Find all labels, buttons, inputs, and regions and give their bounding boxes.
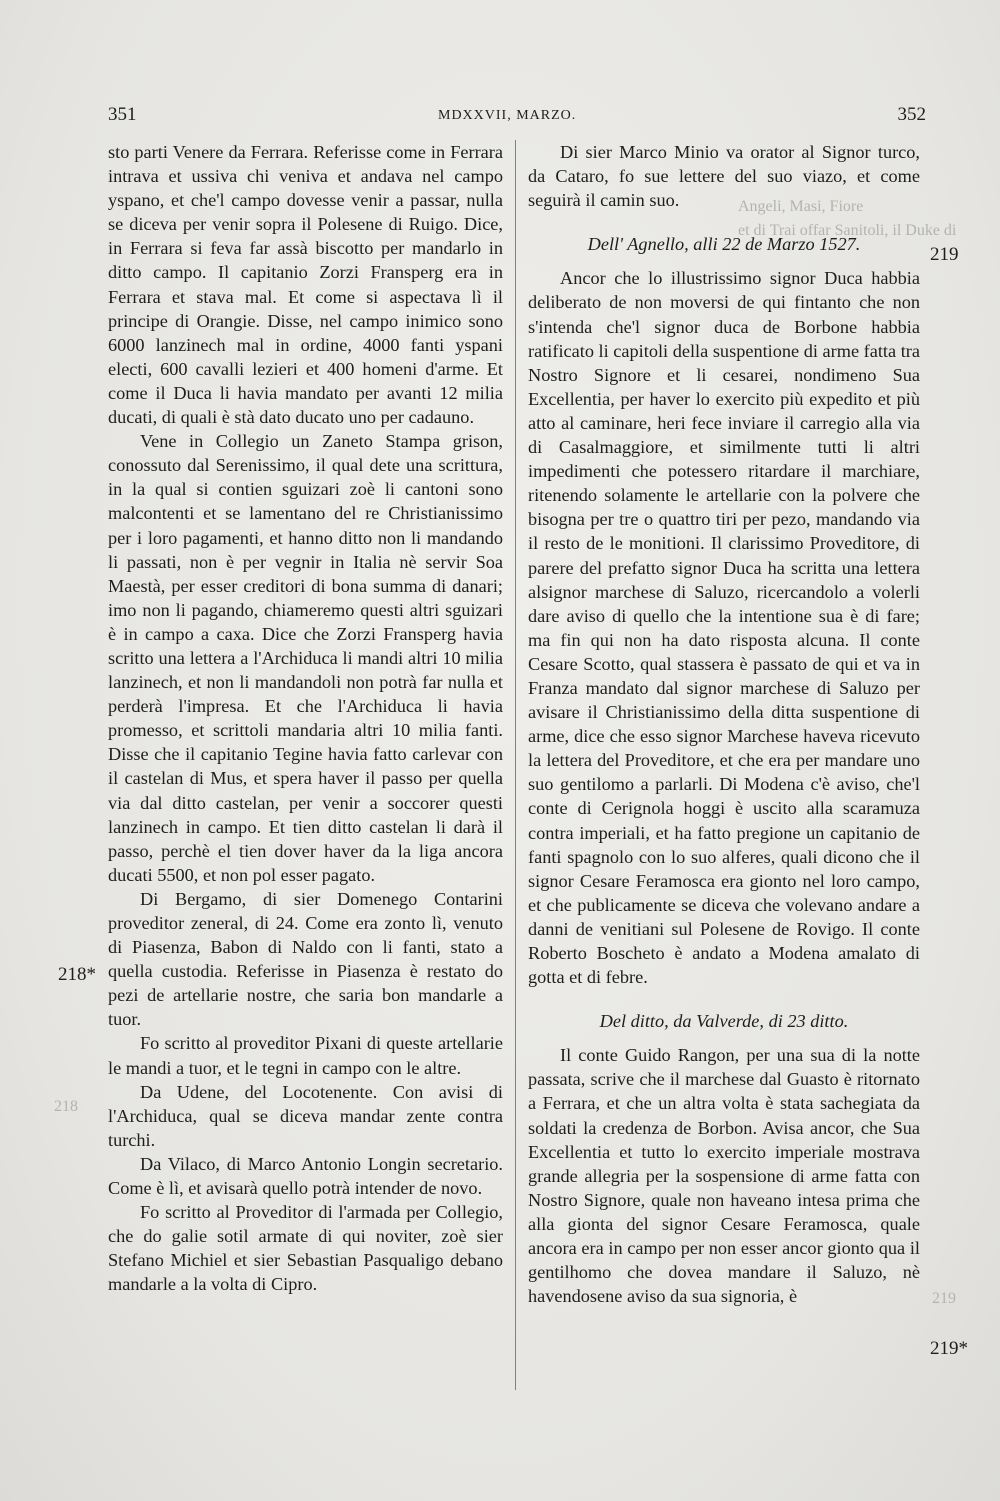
paragraph: sto parti Venere da Ferrara. Referisse come in Ferrara intrava et ussiva chi veniva et andava nel campo yspano, et che'l campo dovesse venir a passar, nulla se diceva per venir sopra il Polesene di Ruigo. Dice, in Ferrara si feva far assà biscotto per mandarlo in ditto campo. Il capitanio Zorzi Fransperg era in Ferrara et stava mal. Et come si aspectava lì il principe di Orangie. Disse, nel campo inimico sono 6000 lanzinech mal in ordine, 4000 fanti yspani electi, 600 cavalli lezieri et 400 homeni d'arme. Et come il Duca li havia mandato per avanti 12 milia ducati, di quali è stà dato ducato uno per cadauno. (108, 142, 503, 428)
paragraph: Da Vilaco, di Marco Antonio Longin secretario. Come è lì, et avisarà quello potrà intender de novo. (108, 1153, 503, 1199)
section-heading: Del ditto, da Valverde, di 23 ditto. (599, 1011, 849, 1032)
paragraph: Da Udene, del Locotenente. Con avisi di l'Archiduca, qual se diceva mandar zente contra turchi. (108, 1081, 503, 1150)
column-divider (515, 140, 516, 1390)
bleed-through-number: 218 (54, 1098, 78, 1115)
margin-number: 218* (58, 964, 96, 985)
margin-number: 219* (930, 1338, 968, 1359)
left-column (108, 140, 503, 1297)
running-header (108, 104, 926, 130)
paragraph: Ancor che lo illustrissimo signor Duca habbia deliberato de non moversi de qui fintanto che non s'intenda che'l signor duca de Borbone habbia ratificato li capitoli della suspentione di arme fatta tra Nostro Signore et li cesarei, nondimeno Sua Excellentia, per haver lo exercito più expedito et più atto al caminare, heri fece inviare il carregio alla via di Casalmaggiore, et similmente tutti li altri impedimenti che potessero ritardare il marchiare, ritenendo solamente le artellarie con la polvere che bisogna per tre o quattro tiri per pezo, mandando via il resto de le monitioni. Il clarissimo Proveditore, di parere del prefatto signor Duca ha scritta una lettera alsignor marchese di Saluzo, ricercandolo a volerli dare aviso di quello che la intentione sua è di fare; ma fin qui non ha dato risposta alcuna. Il conte Cesare Scotto, qual stassera è passato de qui et va in Franza mandato dal signor marchese di Saluzo per avisare il Christianissimo della ditta suspentione di arme, dice che esso signor Marchese haveva ricevuto la lettera del Proveditore, et che era per mandare uno suo gentilomo a parlarli. Di Modena c'è aviso, che'l conte di Cerignola hoggi è uscito alla scaramuza contra imperiali, et ha fatto pregione un capitanio de fanti spagnolo con lo suo alferes, quali dicono che il signor Cesare Feramosca era gionto nel loro campo, et che publicamente se diceva che volevano andare a danni de venitiani sul Polesene de Rovigo. Il conte Roberto Boscheto è andato a Modena amalato di gotta et di febre. (528, 268, 920, 988)
paragraph: Fo scritto al Proveditor di l'armada per Collegio, che do galie sotil armate di qui noviter, zoè sier Stefano Michiel et sier Sebastian Pasqualigo debano mandarle a la volta di Cipro. (108, 1202, 503, 1295)
bleed-through-text: et di Trai offar Sanitoli, il Duke di (738, 222, 957, 239)
paragraph: Fo scritto al proveditor Pixani di queste artellarie le mandi a tuor, et le tegni in campo con le altre. (108, 1033, 503, 1078)
bleed-through-number: 219 (932, 1290, 956, 1307)
page-number-left: 351 (108, 104, 137, 125)
section-heading: Dell' Agnello, alli 22 de Marzo 1527. (587, 234, 861, 255)
bleed-through-text: Angeli, Masi, Fiore (738, 198, 864, 215)
page-number-right: 352 (897, 104, 926, 125)
paragraph: Vene in Collegio un Zaneto Stampa grison, conossuto dal Serenissimo, il qual dete una scrittura, in la qual si contien sguizari zoè li cantoni sono malcontenti et se lamentano del re Christianissimo per i loro pagamenti, et hanno ditto non li mandando li passati, non è per vegnir in Italia nè servir Soa Maestà, per esser creditori di bona summa di danari; imo non li pagando, chiameremo questi altri sguizari è in campo a caxa. Dice che Zorzi Fransperg havia scritto una lettera a l'Archiduca li mandi altri 10 milia lanzinech, et non li mandandoli non potrà far nulla et perderà l'impresa. Et che l'Archiduca li havia promesso, et scrittoli mandaria altri 10 milia fanti. Disse che il capitanio Tegine havia fatto carlevar con il castelan di Mus, et spera haver il passo per quella via dal ditto castelan, per venir a soccorer questi lanzinech in campo. Et tien ditto castelan li darà il passo, perchè el tien dover haver da la liga ancora ducati 5500, et non pol esser pagato. (108, 431, 503, 885)
paragraph: Di sier Marco Minio va orator al Signor turco, da Cataro, fo sue lettere del suo viazo, et come seguirà il camin suo. (528, 142, 920, 211)
paragraph: Di Bergamo, di sier Domenego Contarini proveditor zeneral, di 24. Come era zonto lì, venuto di Piasenza, Babon di Naldo con li fanti, stato a quella custodia. Referisse in Piasenza è restato do pezi de artellarie nostre, che saria bon mandarle a tuor. (108, 888, 503, 1030)
paragraph: Il conte Guido Rangon, per una sua di la notte passata, scrive che il marchese dal Guasto è ritornato a Ferrara, et che un altra volta è stata sachegiata da soldati la credenza de Borbon. Avisa ancor, che Sua Excellentia et tutto lo exercito imperiale mostrava grande allegria per la sospensione di arme fatta con Nostro Signore, quale non haveano intesa prima che alla gionta del signor Cesare Feramosca, quale ancora era in campo per non esser ancor gionto qua il gentilhomo che dovea mandare il Saluzo, nè havendosene aviso da sua signoria, è (528, 1045, 920, 1307)
right-column (528, 140, 920, 1308)
margin-number: 219 (930, 244, 959, 265)
running-title: MDXXVII, MARZO. (438, 108, 577, 123)
